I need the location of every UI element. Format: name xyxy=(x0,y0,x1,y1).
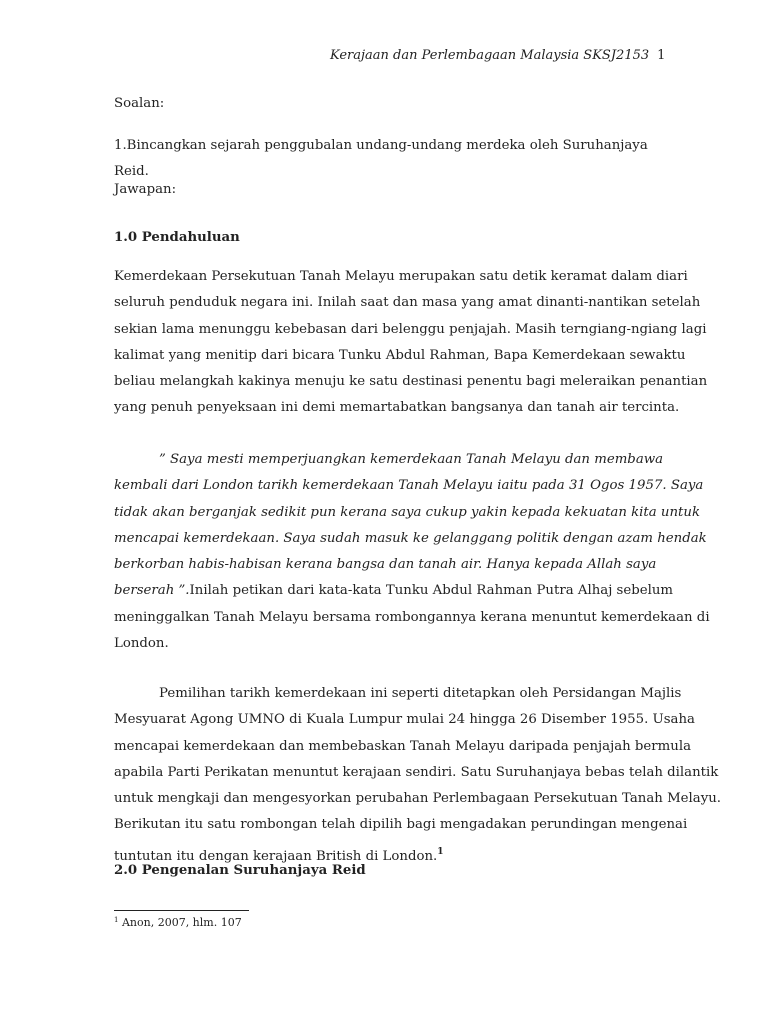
paragraph-quote xyxy=(114,447,710,657)
paragraph-line: apabila Parti Perikatan menuntut kerajaan sendiri. Satu Suruhanjaya bebas telah dilantik xyxy=(114,764,719,780)
quote-line-mixed xyxy=(114,578,674,604)
header-title: Kerajaan dan Perlembagaan Malaysia SKSJ2153 xyxy=(330,48,650,63)
paragraph-line: seluruh penduduk negara ini. Inilah saat dan masa yang amat dinanti-nantikan setelah xyxy=(114,295,701,311)
paragraph-tarikh xyxy=(114,681,722,865)
paragraph-line: sekian lama menunggu kebebasan dari belenggu penjajah. Masih terngiang-ngiang lagi xyxy=(114,321,707,337)
footnote-marker[interactable]: 1 xyxy=(437,846,444,857)
footnote-text: Anon, 2007, hlm. 107 xyxy=(121,916,242,929)
footnote-number: 1 xyxy=(114,916,119,924)
page-number: 1 xyxy=(657,48,666,63)
paragraph-line: Pemilihan tarikh kemerdekaan ini seperti ditetapkan oleh Persidangan Majlis xyxy=(159,686,682,701)
paragraph-line-text: tuntutan itu dengan kerajaan British di London. xyxy=(114,848,438,864)
paragraph-line: meninggalkan Tanah Melayu bersama rombongannya kerana menuntut kemerdekaan di xyxy=(114,609,710,625)
paragraph-line: London. xyxy=(114,636,169,652)
paragraph-line: yang penuh penyeksaan ini demi memartabatkan bangsanya dan tanah air tercinta. xyxy=(114,400,680,416)
quote-line: kembali dari London tarikh kemerdekaan Tanah Melayu iaitu pada 31 Ogos 1957. Saya xyxy=(114,478,704,494)
paragraph-line: kalimat yang menitip dari bicara Tunku Abdul Rahman, Bapa Kemerdekaan sewaktu xyxy=(114,347,686,363)
section-heading-pendahuluan: 1.0 Pendahuluan xyxy=(114,230,240,245)
paragraph-line: beliau melangkah kakinya menuju ke satu destinasi penentu bagi meleraikan penantian xyxy=(114,374,708,390)
quote-line: berkorban habis-habisan kerana bangsa dan tanah air. Hanya kepada Allah saya xyxy=(114,557,657,573)
quote-attribution: Inilah petikan dari kata-kata Tunku Abdul Rahman Putra Alhaj sebelum xyxy=(189,583,674,599)
footnote xyxy=(114,916,242,929)
paragraph-line: Mesyuarat Agong UMNO di Kuala Lumpur mulai 24 hingga 26 Disember 1955. Usaha xyxy=(114,712,695,728)
paragraph-intro xyxy=(114,264,708,422)
question-text: 1.Bincangkan sejarah penggubalan undang-undang merdeka oleh Suruhanjaya Reid. xyxy=(114,138,648,180)
jawapan-label: Jawapan: xyxy=(114,182,177,197)
paragraph-line: mencapai kemerdekaan dan membebaskan Tanah Melayu daripada penjajah bermula xyxy=(114,738,692,754)
paragraph-line: Berikutan itu satu rombongan telah dipilih bagi mengadakan perundingan mengenai xyxy=(114,817,688,833)
quote-ending: berserah ”. xyxy=(114,583,190,599)
quote-line: ” Saya mesti memperjuangkan kemerdekaan Tanah Melayu dan membawa xyxy=(159,452,664,467)
quote-line: mencapai kemerdekaan. Saya sudah masuk ke gelanggang politik dengan azam hendak xyxy=(114,530,707,546)
quote-line: tidak akan berganjak sedikit pun kerana saya cukup yakin kepada kekuatan kita untuk xyxy=(114,504,701,520)
paragraph-line: untuk mengkaji dan mengesyorkan perubahan Perlembagaan Persekutuan Tanah Melayu. xyxy=(114,791,722,807)
footnote-separator xyxy=(114,910,249,911)
paragraph-line: Kemerdekaan Persekutuan Tanah Melayu merupakan satu detik keramat dalam diari xyxy=(114,269,688,284)
soalan-label: Soalan: xyxy=(114,96,165,111)
running-header xyxy=(330,48,666,63)
section-heading-pengenalan: 2.0 Pengenalan Suruhanjaya Reid xyxy=(114,863,366,878)
